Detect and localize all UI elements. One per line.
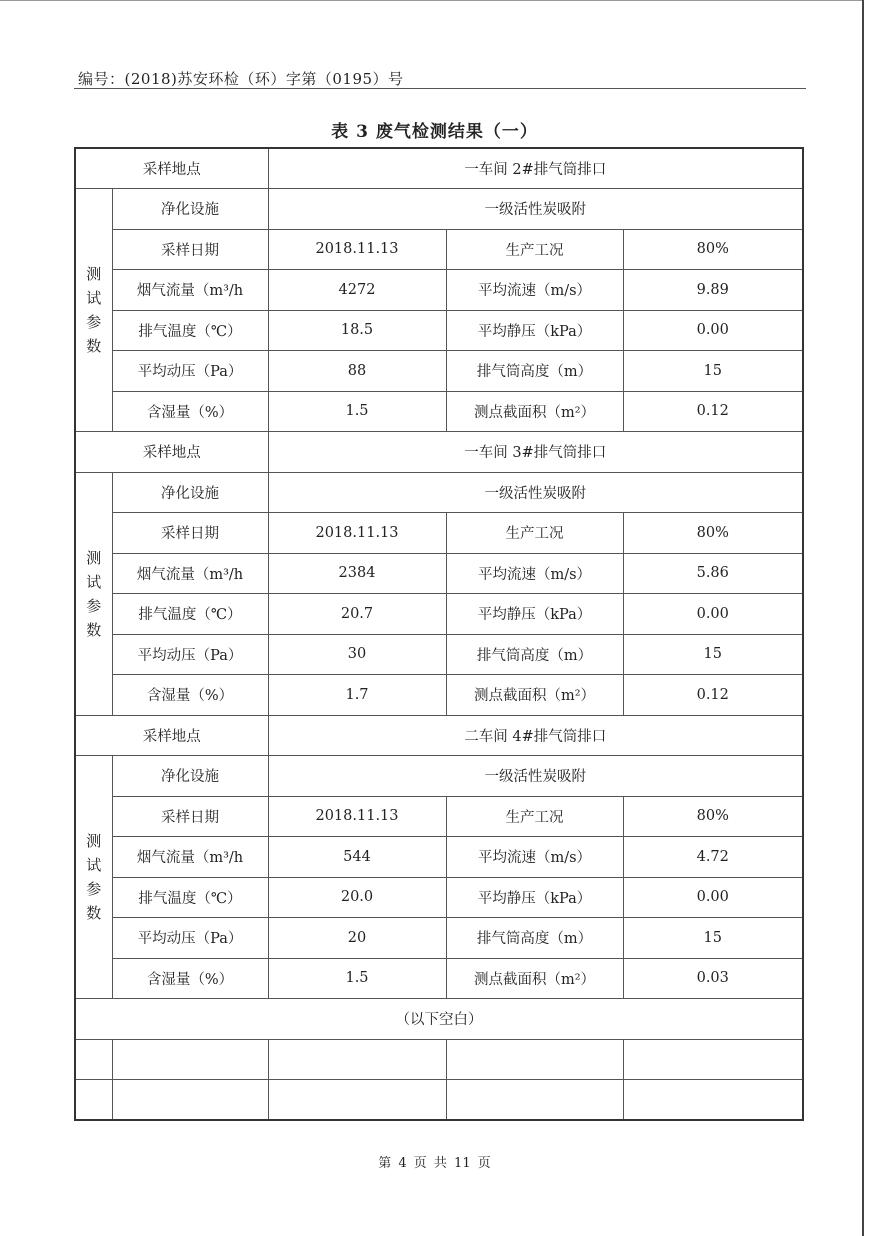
test-params-label bbox=[75, 756, 112, 999]
exhaust-temp-value: 20.0 bbox=[268, 877, 446, 918]
param-row bbox=[75, 837, 803, 878]
test-params-label bbox=[75, 472, 112, 715]
avg-dynamic-value: 20 bbox=[268, 918, 446, 959]
avg-dynamic-label: 平均动压（Pa） bbox=[112, 918, 268, 959]
test-params-text: 测试参数 bbox=[86, 548, 102, 639]
gas-flow-label: 烟气流量（m³/h bbox=[112, 270, 268, 311]
stack-height-label: 排气筒高度（m） bbox=[446, 634, 623, 675]
param-row bbox=[75, 229, 803, 270]
gas-flow-label: 烟气流量（m³/h bbox=[112, 553, 268, 594]
exhaust-temp-value: 20.7 bbox=[268, 594, 446, 635]
page-top-edge bbox=[0, 0, 864, 1]
location-row bbox=[75, 715, 803, 756]
stack-height-value: 15 bbox=[623, 918, 803, 959]
empty-cell bbox=[446, 1080, 623, 1121]
sampling-date-label: 采样日期 bbox=[112, 796, 268, 837]
blank-note: （以下空白） bbox=[75, 999, 803, 1040]
purification-label: 净化设施 bbox=[112, 472, 268, 513]
empty-cell bbox=[75, 1080, 112, 1121]
empty-row bbox=[75, 1080, 803, 1121]
production-label: 生产工况 bbox=[446, 796, 623, 837]
stack-height-value: 15 bbox=[623, 634, 803, 675]
empty-cell bbox=[446, 1039, 623, 1080]
exhaust-temp-label: 排气温度（℃） bbox=[112, 310, 268, 351]
location-row bbox=[75, 148, 803, 189]
stack-height-label: 排气筒高度（m） bbox=[446, 351, 623, 392]
header-divider bbox=[74, 88, 806, 89]
sampling-point-value: 二车间 4#排气筒排口 bbox=[268, 715, 803, 756]
cross-section-label: 测点截面积（m²） bbox=[446, 958, 623, 999]
avg-static-value: 0.00 bbox=[623, 310, 803, 351]
param-row bbox=[75, 310, 803, 351]
humidity-value: 1.7 bbox=[268, 675, 446, 716]
production-label: 生产工况 bbox=[446, 229, 623, 270]
sampling-point-label: 采样地点 bbox=[75, 432, 268, 473]
sampling-date-label: 采样日期 bbox=[112, 513, 268, 554]
cross-section-value: 0.12 bbox=[623, 675, 803, 716]
avg-static-label: 平均静压（kPa） bbox=[446, 594, 623, 635]
avg-velocity-label: 平均流速（m/s） bbox=[446, 837, 623, 878]
empty-cell bbox=[623, 1080, 803, 1121]
empty-row bbox=[75, 1039, 803, 1080]
param-row bbox=[75, 351, 803, 392]
purification-label: 净化设施 bbox=[112, 189, 268, 230]
test-params-text: 测试参数 bbox=[86, 832, 102, 922]
table-title: 表 3 废气检测结果（一） bbox=[331, 122, 538, 142]
gas-flow-value: 544 bbox=[268, 837, 446, 878]
avg-velocity-label: 平均流速（m/s） bbox=[446, 553, 623, 594]
humidity-value: 1.5 bbox=[268, 958, 446, 999]
param-row bbox=[75, 675, 803, 716]
avg-velocity-label: 平均流速（m/s） bbox=[446, 270, 623, 311]
cross-section-label: 测点截面积（m²） bbox=[446, 391, 623, 432]
param-row bbox=[75, 958, 803, 999]
avg-dynamic-value: 88 bbox=[268, 351, 446, 392]
exhaust-temp-value: 18.5 bbox=[268, 310, 446, 351]
humidity-label: 含湿量（%） bbox=[112, 958, 268, 999]
cross-section-value: 0.12 bbox=[623, 391, 803, 432]
purification-row bbox=[75, 756, 803, 797]
test-params-text: 测试参数 bbox=[86, 265, 102, 355]
date-value: 2018.11.13 bbox=[268, 229, 446, 270]
production-label: 生产工况 bbox=[446, 513, 623, 554]
param-row bbox=[75, 877, 803, 918]
page-right-edge bbox=[862, 0, 864, 1236]
avg-velocity-value: 4.72 bbox=[623, 837, 803, 878]
sampling-point-value: 一车间 3#排气筒排口 bbox=[268, 432, 803, 473]
exhaust-temp-label: 排气温度（℃） bbox=[112, 594, 268, 635]
purification-row bbox=[75, 472, 803, 513]
humidity-label: 含湿量（%） bbox=[112, 675, 268, 716]
location-row bbox=[75, 432, 803, 473]
production-value: 80% bbox=[623, 229, 803, 270]
document-number: 编号：(2018)苏安环检（环）字第（0195）号 bbox=[78, 70, 404, 88]
exhaust-gas-results-table bbox=[74, 147, 804, 1121]
date-value: 2018.11.13 bbox=[268, 796, 446, 837]
param-row bbox=[75, 796, 803, 837]
avg-dynamic-value: 30 bbox=[268, 634, 446, 675]
purification-value: 一级活性炭吸附 bbox=[268, 756, 803, 797]
param-row bbox=[75, 594, 803, 635]
param-row bbox=[75, 391, 803, 432]
avg-static-label: 平均静压（kPa） bbox=[446, 310, 623, 351]
purification-value: 一级活性炭吸附 bbox=[268, 472, 803, 513]
page-footer: 第 4 页 共 11 页 bbox=[378, 1156, 491, 1171]
sampling-point-label: 采样地点 bbox=[75, 148, 268, 189]
empty-cell bbox=[75, 1039, 112, 1080]
cross-section-value: 0.03 bbox=[623, 958, 803, 999]
sampling-point-label: 采样地点 bbox=[75, 715, 268, 756]
empty-cell bbox=[112, 1039, 268, 1080]
avg-velocity-value: 5.86 bbox=[623, 553, 803, 594]
avg-static-label: 平均静压（kPa） bbox=[446, 877, 623, 918]
production-value: 80% bbox=[623, 796, 803, 837]
humidity-value: 1.5 bbox=[268, 391, 446, 432]
avg-velocity-value: 9.89 bbox=[623, 270, 803, 311]
purification-value: 一级活性炭吸附 bbox=[268, 189, 803, 230]
empty-cell bbox=[623, 1039, 803, 1080]
purification-row bbox=[75, 189, 803, 230]
blank-note-row bbox=[75, 999, 803, 1040]
param-row bbox=[75, 553, 803, 594]
avg-dynamic-label: 平均动压（Pa） bbox=[112, 634, 268, 675]
empty-cell bbox=[268, 1039, 446, 1080]
avg-dynamic-label: 平均动压（Pa） bbox=[112, 351, 268, 392]
cross-section-label: 测点截面积（m²） bbox=[446, 675, 623, 716]
param-row bbox=[75, 513, 803, 554]
date-value: 2018.11.13 bbox=[268, 513, 446, 554]
empty-cell bbox=[268, 1080, 446, 1121]
exhaust-temp-label: 排气温度（℃） bbox=[112, 877, 268, 918]
empty-cell bbox=[112, 1080, 268, 1121]
param-row bbox=[75, 270, 803, 311]
param-row bbox=[75, 918, 803, 959]
stack-height-value: 15 bbox=[623, 351, 803, 392]
gas-flow-label: 烟气流量（m³/h bbox=[112, 837, 268, 878]
production-value: 80% bbox=[623, 513, 803, 554]
humidity-label: 含湿量（%） bbox=[112, 391, 268, 432]
avg-static-value: 0.00 bbox=[623, 594, 803, 635]
gas-flow-value: 2384 bbox=[268, 553, 446, 594]
sampling-date-label: 采样日期 bbox=[112, 229, 268, 270]
avg-static-value: 0.00 bbox=[623, 877, 803, 918]
purification-label: 净化设施 bbox=[112, 756, 268, 797]
gas-flow-value: 4272 bbox=[268, 270, 446, 311]
param-row bbox=[75, 634, 803, 675]
test-params-label bbox=[75, 189, 112, 432]
sampling-point-value: 一车间 2#排气筒排口 bbox=[268, 148, 803, 189]
stack-height-label: 排气筒高度（m） bbox=[446, 918, 623, 959]
